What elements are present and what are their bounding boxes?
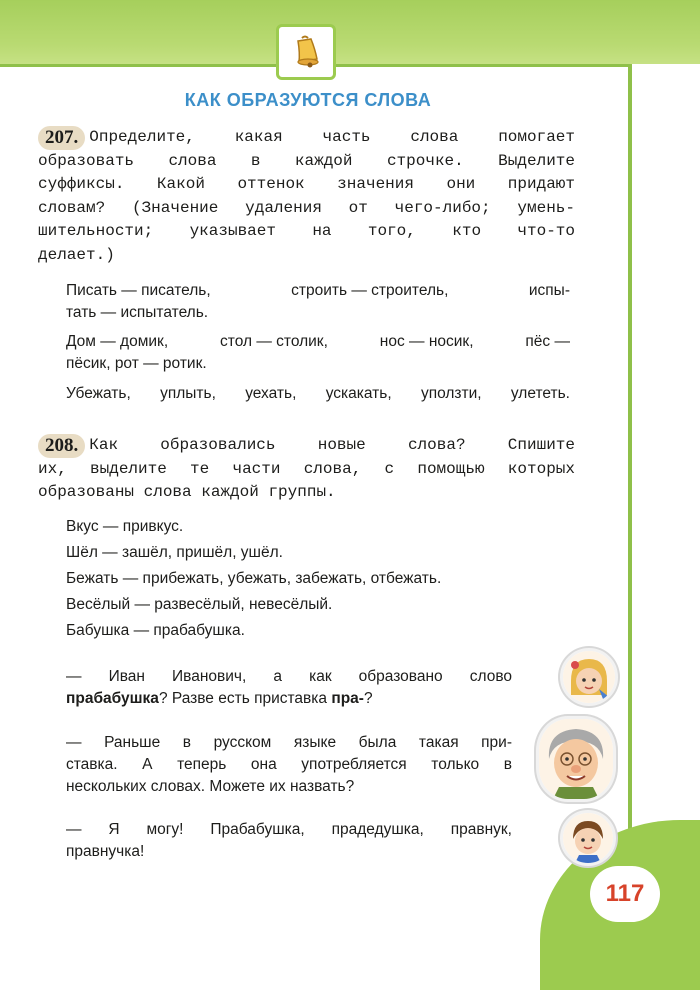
example-line: тать — испытатель. xyxy=(66,304,209,321)
page-number: 117 xyxy=(605,880,645,907)
task-number: 207. xyxy=(38,126,85,150)
example-line: Дом — домик, стол — столик, нос — носик, пёс — xyxy=(66,333,570,350)
task-208-text xyxy=(38,434,575,505)
teacher-avatar xyxy=(536,716,616,802)
example-line: Вкус — привкус. xyxy=(66,518,184,535)
bell-icon xyxy=(276,24,336,80)
task-number: 208. xyxy=(38,434,85,458)
bold-prefix: пра- xyxy=(331,690,364,707)
task-line: Определите, какая часть слова помогает xyxy=(89,128,575,146)
boy-avatar xyxy=(560,810,616,866)
bold-word: прабабушка xyxy=(66,690,159,707)
dialog-girl-question: — Иван Иванович, а как образовано слово прабабушка? Разве есть приставка пра-? xyxy=(66,668,512,707)
example-line: Весёлый — развесёлый, невесёлый. xyxy=(66,596,333,613)
task-line: образовать слова в каждой строчке. Выделите xyxy=(38,151,575,170)
task-line: Как образовались новые слова? Спишите xyxy=(89,436,575,454)
example-line: пёсик, рот — ротик. xyxy=(66,355,207,372)
girl-avatar xyxy=(560,648,618,706)
task-line: делает.) xyxy=(38,245,115,264)
task-207-text xyxy=(38,126,575,267)
task-line: их, выделите те части слова, с помощью которых xyxy=(38,459,575,478)
task-line: суффиксы. Какой оттенок значения они придают xyxy=(38,175,575,193)
example-line: Писать — писатель, строить — строитель, испы- xyxy=(66,282,570,299)
example-line: Убежать, уплыть, уехать, ускакать, уползти, улететь. xyxy=(66,385,570,402)
page-title: КАК ОБРАЗУЮТСЯ СЛОВА xyxy=(184,90,432,110)
top-decor-band xyxy=(0,0,700,64)
task-line: образованы слова каждой группы. xyxy=(38,483,336,501)
example-line: Бабушка — прабабушка. xyxy=(66,622,245,639)
task-line: шительности; указывает на того, кто что-то xyxy=(38,222,575,240)
example-line: Бежать — прибежать, убежать, забежать, отбежать. xyxy=(66,570,442,587)
dialog-boy-answer: — Я могу! Прабабушка, прадедушка, правнук, правнучка! xyxy=(66,821,512,860)
example-line: Шёл — зашёл, пришёл, ушёл. xyxy=(66,544,283,561)
dialog-teacher-answer: — Раньше в русском языке была такая при- ставка. А теперь она употребляется только в нескольких словах. Можете их назвать? xyxy=(66,734,512,795)
page-number-badge xyxy=(590,866,660,922)
task-line: словам? (Значение удаления от чего-либо; умень- xyxy=(38,198,575,217)
